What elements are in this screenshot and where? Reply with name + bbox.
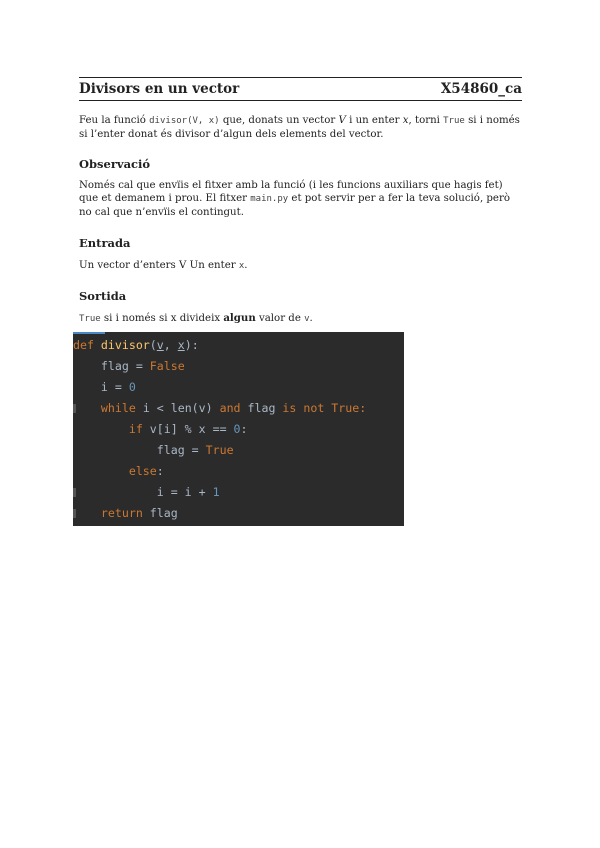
code-line-3: i = 0 — [73, 380, 136, 394]
code-line-9: return flag — [73, 506, 178, 520]
entrada-paragraph — [79, 259, 522, 273]
sortida-text: valor de — [255, 313, 305, 324]
intro-text: que, donats un vector — [219, 115, 339, 126]
observacio-heading: Observació — [79, 157, 151, 171]
var-v: v — [304, 314, 310, 324]
var-v: V — [179, 260, 187, 271]
editor-tab-indicator — [73, 332, 105, 334]
true-literal: True — [79, 314, 101, 324]
code-line-1: def divisor(v, x): — [73, 338, 199, 352]
var-x: x — [402, 115, 409, 126]
intro-text: , torni — [408, 115, 444, 126]
problem-header — [79, 77, 522, 101]
intro-text: Feu la funció — [79, 115, 150, 126]
code-line-2: flag = False — [73, 359, 185, 373]
var-x: x — [238, 261, 245, 271]
sortida-text: . — [309, 313, 313, 324]
code-screenshot — [73, 332, 404, 526]
entrada-text: Un enter — [186, 260, 239, 271]
emphasis-algun: algun — [223, 312, 256, 324]
observacio-text: et pot servir per a fer la teva solució, però no cal que n’envïis el contingut. — [79, 193, 510, 218]
intro-text: i un enter — [345, 115, 403, 126]
observacio-paragraph — [79, 179, 522, 219]
file-name: main.py — [250, 194, 289, 204]
sortida-text: divideix — [176, 313, 224, 324]
true-literal: True — [443, 116, 465, 126]
function-signature: divisor(V, x) — [149, 116, 220, 126]
entrada-text: Un vector d’enters — [79, 260, 180, 271]
observacio-text: Només cal que envïis el fitxer amb la funció (i les funcions auxiliars que hagis fet) que et demanem i prou. El fitxer — [79, 180, 503, 204]
code-line-7: else: — [73, 464, 164, 478]
code-line-5: if v[i] % x == 0: — [73, 422, 248, 436]
entrada-text: . — [244, 260, 248, 271]
code-line-6: flag = True — [73, 443, 234, 457]
code-line-8: i = i + 1 — [73, 485, 220, 499]
var-v: V — [338, 115, 346, 126]
var-x: x — [170, 313, 177, 324]
code-line-4: while i < len(v) and flag is not True: — [73, 401, 367, 415]
intro-text: si i només si l’enter donat és divisor d’algun dels elements del vector. — [79, 115, 520, 140]
problem-title: Divisors en un vector — [79, 81, 240, 97]
entrada-heading: Entrada — [79, 236, 131, 250]
sortida-text: si i només si — [100, 313, 171, 324]
problem-code: X54860_ca — [440, 81, 522, 97]
intro-paragraph — [79, 114, 522, 141]
sortida-heading: Sortida — [79, 289, 127, 303]
sortida-paragraph — [79, 312, 522, 326]
